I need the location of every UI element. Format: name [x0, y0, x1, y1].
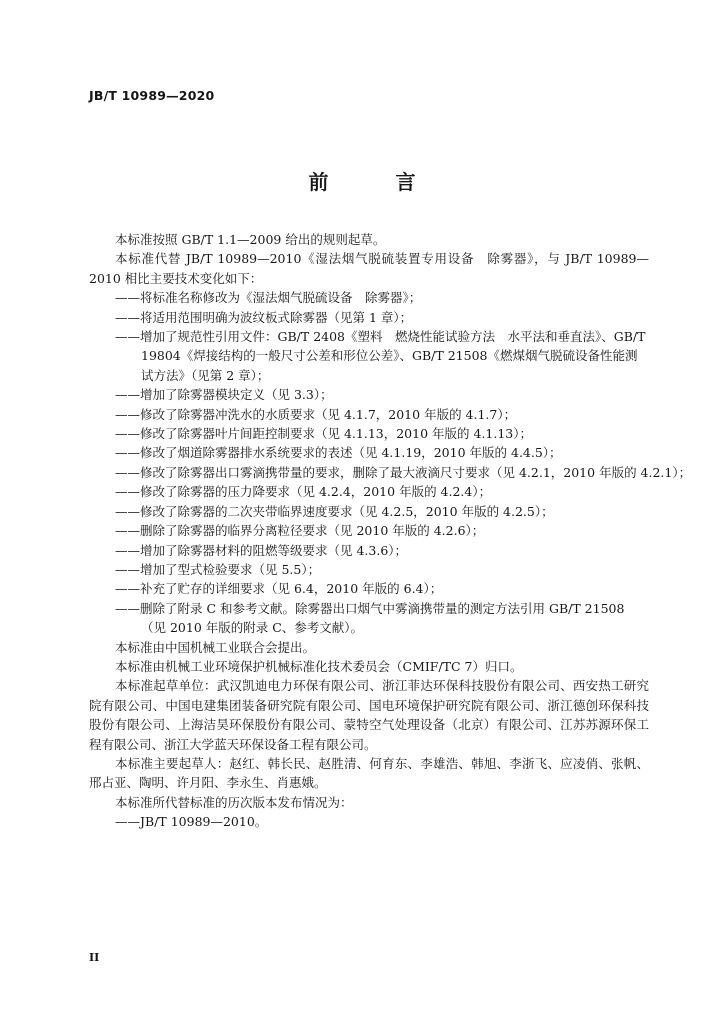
page-number: II — [89, 951, 100, 964]
paragraph-drafters: 本标准主要起草人：赵红、韩长民、赵胜清、何育东、李雄浩、韩旭、李浙飞、应凌俏、张帆、邢占亚、陶明、许月阳、李永生、肖惠娥。 — [89, 755, 649, 791]
list-item: ——将适用范围明确为波纹板式除雾器（见第 1 章）； — [115, 309, 413, 325]
paragraph-history-intro: 本标准所代替标准的历次版本发布情况为： — [115, 794, 353, 810]
paragraph-drafting-units: 本标准起草单位：武汉凯迪电力环保有限公司、浙江菲达环保科技股份有限公司、西安热工研究院有限公司、中国电建集团装备研究院有限公司、国电环境保护研究院有限公司、浙江德创环保科技股份有限公司、上海洁昊环保股份有限公司、蒙特空气处理设备（北京）有限公司、江苏苏源环保工程有限公司、浙江大学蓝天环保设备工程有限公司。 — [89, 678, 649, 752]
list-item: ——修改了除雾器的压力降要求（见 4.2.4，2010 年版的 4.2.4）； — [115, 484, 492, 500]
list-item: ——增加了除雾器材料的阻燃等级要求（见 4.3.6）； — [115, 542, 408, 558]
body-content — [89, 230, 692, 832]
list-item: ——增加了除雾器模块定义（见 3.3）； — [115, 387, 333, 403]
history-item: ——JB/T 10989—2010。 — [115, 814, 268, 830]
list-item: ——删除了除雾器的临界分离粒径要求（见 2010 年版的 4.2.6）； — [115, 523, 485, 539]
list-item: ——修改了除雾器的二次夹带临界速度要求（见 4.2.5，2010 年版的 4.2.5）； — [115, 503, 554, 519]
paragraph-replacement: 本标准代替 JB/T 10989—2010《湿法烟气脱硫装置专用设备 除雾器》，与 JB/T 10989—2010 相比主要技术变化如下： — [89, 251, 649, 286]
list-item: ——删除了附录 C 和参考文献。除雾器出口烟气中雾滴携带量的测定方法引用 GB/T 21508（见 2010 年版的附录 C、参考文献）。 — [115, 600, 625, 636]
list-item: ——修改了烟道除雾器排水系统要求的表述（见 4.1.19，2010 年版的 4.4.5）； — [115, 445, 562, 461]
list-item: ——增加了规范性引用文件：GB/T 2408《塑料 燃烧性能试验方法 水平法和垂直法》、GB/T 19804《焊接结构的一般尺寸公差和形位公差》、GB/T 21508《燃煤烟气脱硫设备性能测试方法》（见第 2 章）； — [115, 329, 646, 383]
list-item: ——修改了除雾器出口雾滴携带量的要求，删除了最大液滴尺寸要求（见 4.2.1，2010 年版的 4.2.1）； — [115, 464, 692, 480]
paragraph-committee: 本标准由机械工业环境保护机械标准化技术委员会（CMIF/TC 7）归口。 — [115, 658, 523, 674]
list-item: ——修改了除雾器叶片间距控制要求（见 4.1.13，2010 年版的 4.1.13）； — [115, 426, 532, 442]
list-item: ——将标准名称修改为《湿法烟气脱硫设备 除雾器》； — [115, 290, 422, 306]
list-item: ——补充了贮存的详细要求（见 6.4，2010 年版的 6.4）； — [115, 581, 443, 597]
paragraph-proposer: 本标准由中国机械工业联合会提出。 — [115, 639, 316, 655]
page-title: 前 言 — [308, 170, 446, 194]
list-item: ——修改了除雾器冲洗水的水质要求（见 4.1.7，2010 年版的 4.1.7）； — [115, 406, 517, 422]
list-item: ——增加了型式检验要求（见 5.5）； — [115, 561, 321, 577]
change-list — [89, 288, 692, 637]
paragraph-drafting-rule: 本标准按照 GB/T 1.1—2009 给出的规则起草。 — [115, 232, 386, 247]
standard-number: JB/T 10989—2020 — [89, 88, 215, 103]
